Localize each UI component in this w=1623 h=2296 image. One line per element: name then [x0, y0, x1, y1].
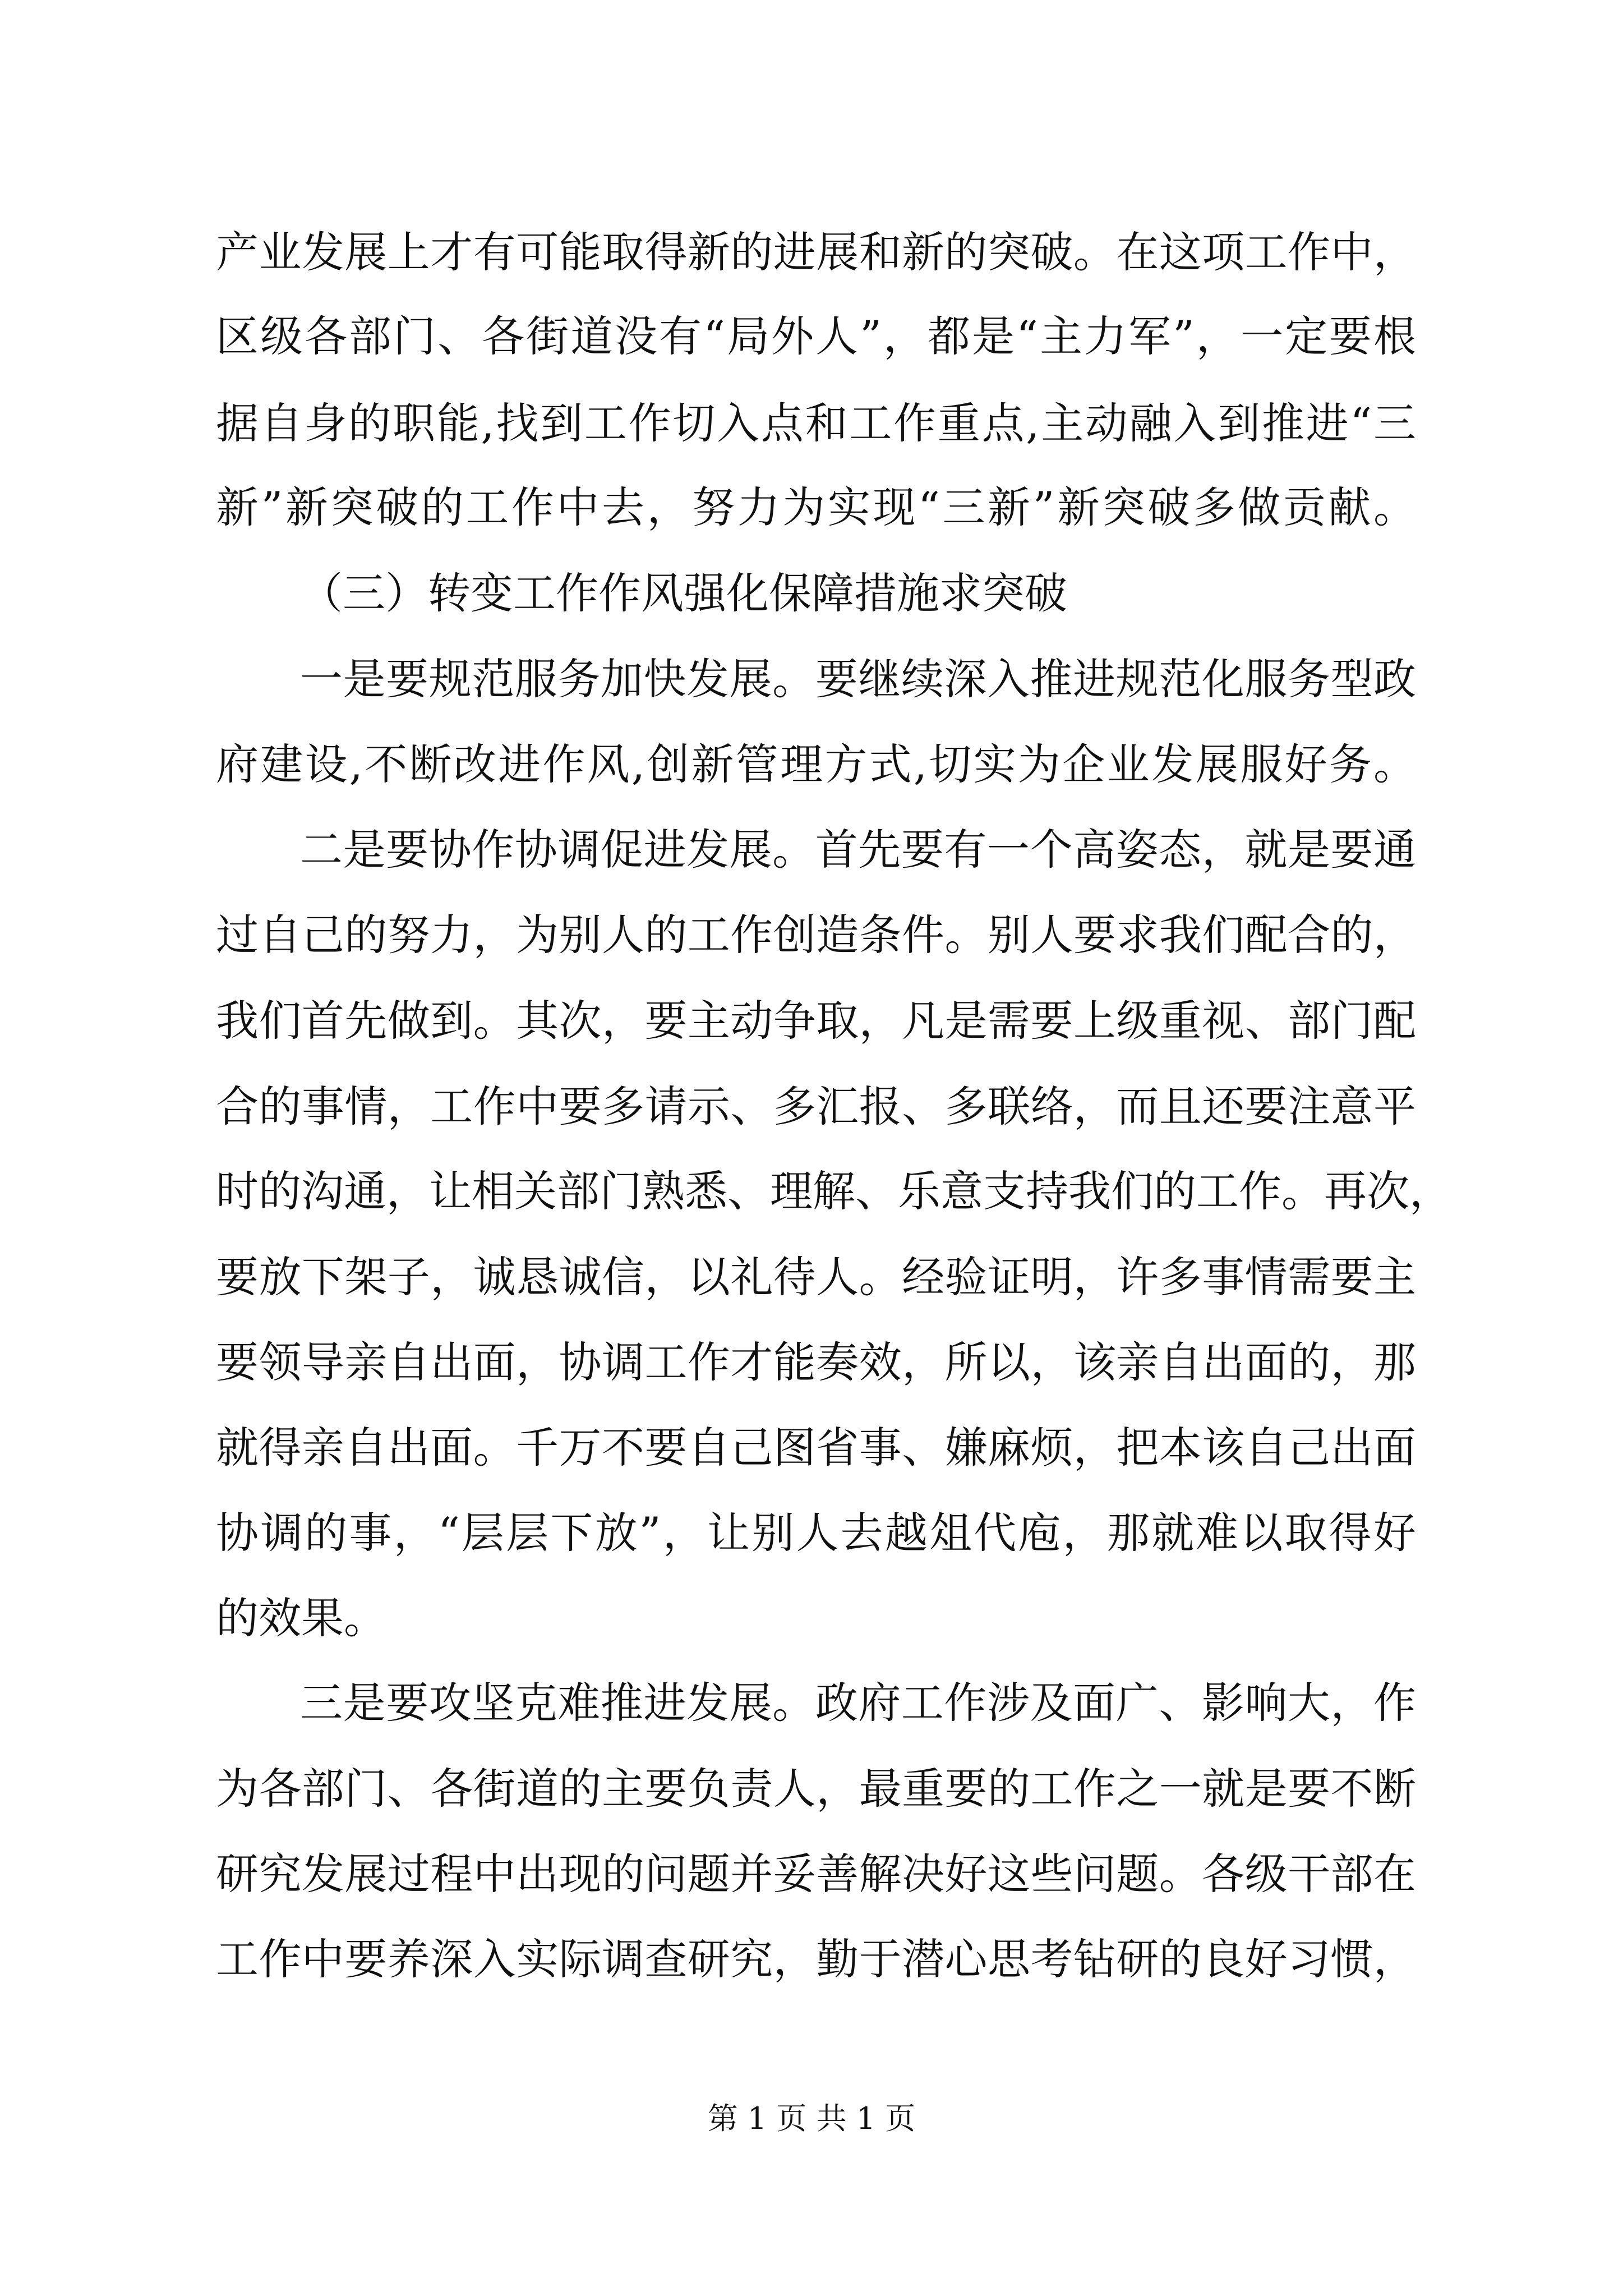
body-line: 我们首先做到。其次，要主动争取，凡是需要上级重视、部门配	[216, 996, 1416, 1046]
body-line: 就得亲自出面。千万不要自己图省事、嫌麻烦，把本该自己出面	[216, 1423, 1416, 1473]
body-line: 新”新突破的工作中去，努力为实现“三新”新突破多做贡献。	[216, 482, 1416, 532]
paragraph-first-line: 一是要规范服务加快发展。要继续深入推进规范化服务型政	[300, 654, 1416, 704]
body-line: 府建设,不断改进作风,创新管理方式,切实为企业发展服好务。	[216, 739, 1416, 789]
paragraph-first-line: 三是要攻坚克难推进发展。政府工作涉及面广、影响大，作	[300, 1678, 1416, 1728]
body-line: 据自身的职能,找到工作切入点和工作重点,主动融入到推进“三	[216, 398, 1416, 448]
body-line: 研究发展过程中出现的问题并妥善解决好这些问题。各级干部在	[216, 1849, 1416, 1899]
body-line: 合的事情，工作中要多请示、多汇报、多联络，而且还要注意平	[216, 1082, 1416, 1131]
body-line: 要放下架子，诚恳诚信，以礼待人。经验证明，许多事情需要主	[216, 1252, 1416, 1302]
body-line: 为各部门、各街道的主要负责人，最重要的工作之一就是要不断	[216, 1764, 1416, 1814]
body-line: 时的沟通，让相关部门熟悉、理解、乐意支持我们的工作。再次，	[216, 1166, 1452, 1216]
body-line: 要领导亲自出面，协调工作才能奏效，所以，该亲自出面的，那	[216, 1337, 1416, 1387]
body-line: 区级各部门、各街道没有“局外人”，都是“主力军”，一定要根	[216, 311, 1416, 361]
section-heading: （三）转变工作作风强化保障措施求突破	[300, 568, 1067, 618]
body-line: 协调的事，“层层下放”，让别人去越俎代庖，那就难以取得好	[216, 1508, 1416, 1558]
body-line: 的效果。	[216, 1593, 386, 1643]
paragraph-first-line: 二是要协作协调促进发展。首先要有一个高姿态，就是要通	[300, 825, 1416, 875]
page-footer: 第 1 页 共 1 页	[707, 2101, 916, 2136]
body-line: 产业发展上才有可能取得新的进展和新的突破。在这项工作中，	[216, 227, 1416, 277]
body-line: 过自己的努力，为别人的工作创造条件。别人要求我们配合的，	[216, 910, 1416, 960]
body-line: 工作中要养深入实际调查研究，勤于潜心思考钻研的良好习惯，	[216, 1934, 1416, 1984]
